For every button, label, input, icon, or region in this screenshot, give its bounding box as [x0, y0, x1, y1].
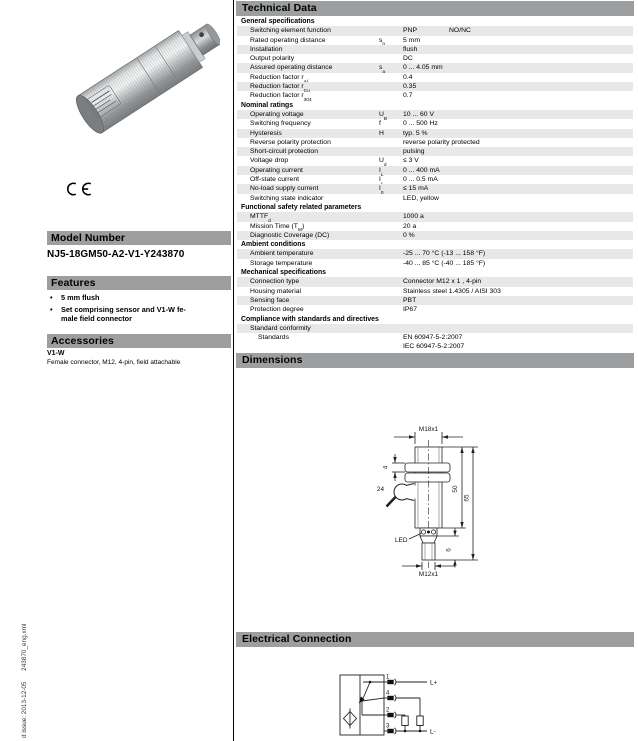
spec-label: Storage temperature	[250, 259, 313, 267]
spec-value: 0 ... 4.05 mm	[403, 64, 443, 72]
spec-value: 0 %	[403, 231, 415, 239]
spec-symbol: $s_a$	[379, 64, 386, 76]
wrench-icon	[387, 484, 417, 507]
technical-data-table	[237, 17, 633, 352]
spec-value: 0 ... 400 mA	[403, 166, 440, 174]
dim-label-24: 24	[376, 486, 384, 493]
spec-row	[237, 166, 633, 178]
side-note: d issue: 2013-12-05 243870_eng.xml	[21, 623, 28, 738]
spec-value: -25 ... 70 °C (-13 ... 158 °F)	[403, 250, 486, 258]
spec-value: ≤ 3 V	[403, 157, 419, 165]
spec-label: Assured operating distance	[250, 64, 333, 72]
spec-label: Sensing face	[250, 296, 290, 304]
pin-4-label: 4	[386, 690, 390, 697]
dim-label-m12x1: M12x1	[418, 571, 439, 578]
spec-label: Switching frequency	[250, 120, 311, 128]
spec-label: Reverse polarity protection	[250, 138, 331, 146]
spec-row	[237, 156, 633, 165]
spec-row	[237, 138, 633, 147]
pin-1-label: 1	[386, 674, 390, 681]
spec-row	[237, 296, 633, 305]
feature-item	[47, 306, 231, 324]
spec-value: PNP	[403, 27, 417, 35]
pin-2-label: 2	[386, 707, 390, 714]
spec-symbol: $U_B$	[379, 110, 388, 122]
spec-row	[237, 333, 633, 352]
spec-row	[237, 63, 633, 76]
spec-row	[237, 36, 633, 45]
spec-label: Short-circuit protection	[250, 148, 318, 156]
spec-label: Operating current	[250, 166, 303, 174]
spec-value: reverse polarity protected	[403, 138, 480, 146]
dim-label-65: 65	[463, 494, 471, 502]
spec-symbol: U	[379, 157, 384, 165]
spec-row	[237, 110, 633, 122]
spec-value: 0.7	[403, 92, 413, 100]
spec-value: 1000 a	[403, 213, 424, 221]
spec-label: Switching element function	[250, 27, 331, 35]
accessory-description: Female connector, M12, 4-pin, field attachable	[47, 359, 181, 366]
spec-symbol: $I_0$	[379, 185, 384, 197]
column-divider	[233, 0, 234, 741]
feature-item	[47, 294, 231, 303]
spec-label: Diagnostic Coverage (DC)	[250, 231, 330, 239]
spec-label: Reduction factor r	[250, 73, 304, 81]
spec-label: Output polarity	[250, 55, 295, 63]
spec-row	[237, 249, 633, 258]
spec-row	[237, 54, 633, 63]
spec-label: Mission Time (T )	[250, 222, 305, 230]
section-features: Features	[47, 276, 231, 290]
dim-label-6: 6	[445, 548, 453, 552]
spec-group-header: General specifications	[237, 17, 633, 26]
spec-label: Installation	[250, 45, 283, 53]
spec-label: Hysteresis	[250, 129, 282, 137]
spec-value: pulsing	[403, 148, 425, 156]
spec-label: Voltage drop	[250, 157, 289, 165]
led-label: LED	[395, 537, 408, 544]
spec-symbol: $I_L$	[379, 166, 384, 178]
spec-label: Off-state current	[250, 176, 299, 184]
spec-value-secondary: NO/NC	[449, 27, 471, 35]
supply-plus-label: L+	[430, 679, 438, 687]
spec-row	[237, 287, 633, 296]
spec-row	[237, 26, 633, 35]
product-photo	[52, 2, 220, 152]
spec-subheader-label: Standard conformity	[250, 324, 311, 332]
section-model-number: Model Number	[47, 231, 231, 245]
spec-label: Ambient temperature	[250, 250, 314, 258]
section-accessories: Accessories	[47, 334, 231, 348]
connection-diagram	[237, 652, 633, 741]
spec-value: 20 a	[403, 222, 417, 230]
spec-group-header: Functional safety related parameters	[237, 203, 633, 212]
spec-value: 10 ... 60 V	[403, 110, 434, 118]
spec-value: flush	[403, 45, 418, 53]
spec-row	[237, 45, 633, 54]
sensor-body	[72, 14, 220, 137]
spec-value: EN 60947-5-2:2007 IEC 60947-5-2:2007	[403, 334, 465, 351]
spec-group-header: Compliance with standards and directives	[237, 315, 633, 324]
spec-value: 5 mm	[403, 36, 420, 44]
spec-group-header: Ambient conditions	[237, 240, 633, 249]
spec-label: Rated operating distance	[250, 36, 326, 44]
spec-group-header: Nominal ratings	[237, 101, 633, 110]
spec-row	[237, 129, 633, 138]
section-dimensions: Dimensions	[236, 353, 634, 368]
spec-value: 0.35	[403, 83, 417, 91]
spec-value: IP67	[403, 306, 417, 314]
spec-value: 0.4	[403, 73, 413, 81]
spec-label: Protection degree	[250, 306, 304, 314]
spec-label: Operating voltage	[250, 110, 304, 118]
spec-value: PBT	[403, 296, 417, 304]
spec-value: DC	[403, 55, 413, 63]
spec-row	[237, 277, 633, 286]
spec-symbol: H	[379, 129, 384, 137]
dim-label-m18x1: M18x1	[418, 426, 439, 433]
spec-row	[237, 194, 633, 203]
spec-label: $MTTF_d$	[250, 213, 271, 224]
section-electrical-connection: Electrical Connection	[236, 632, 634, 647]
features-list	[47, 294, 231, 327]
supply-minus-label: L-	[430, 728, 436, 736]
spec-row	[237, 231, 633, 240]
spec-row	[237, 212, 633, 224]
section-technical-data: Technical Data	[236, 1, 634, 16]
spec-value: ≤ 15 mA	[403, 185, 429, 193]
bullet-icon: •	[50, 293, 53, 302]
spec-symbol: I	[379, 176, 381, 184]
dimension-drawing	[237, 370, 633, 610]
spec-row	[237, 91, 633, 100]
spec-value: 0 ... 500 Hz	[403, 120, 438, 128]
spec-value: Stainless steel 1.4305 / AISI 303	[403, 287, 501, 295]
circuit-dots	[359, 680, 422, 733]
spec-label: Reduction factor r	[250, 92, 304, 100]
spec-row	[237, 305, 633, 314]
bullet-icon: •	[50, 305, 53, 315]
accessory-name: V1-W	[47, 350, 65, 357]
spec-row	[237, 119, 633, 128]
spec-value: 0 ... 0.5 mA	[403, 176, 438, 184]
spec-row	[237, 73, 633, 82]
spec-group-header: Mechanical specifications	[237, 268, 633, 277]
spec-value: -40 ... 85 °C (-40 ... 185 °F)	[403, 259, 486, 267]
pin-3-label: 3	[386, 723, 390, 730]
spec-row	[237, 147, 633, 156]
spec-value: typ. 5 %	[403, 129, 428, 137]
spec-value: Connector M12 x 1 , 4-pin	[403, 278, 482, 286]
spec-row	[237, 82, 633, 94]
ce-mark-icon	[65, 182, 93, 196]
spec-label: Reduction factor $r_{Cu}$	[250, 83, 310, 94]
circuit-lines	[340, 675, 427, 735]
spec-label: Standards	[258, 334, 289, 342]
spec-value: LED, yellow	[403, 194, 439, 202]
spec-label: Housing material	[250, 287, 301, 295]
spec-row	[237, 184, 633, 197]
spec-label: Connection type	[250, 278, 300, 286]
feature-text: 5 mm flush	[61, 293, 100, 302]
spec-subheader-row	[237, 324, 633, 333]
spec-symbol: s	[379, 36, 383, 44]
feature-text: Set comprising sensor and V1-W fe- male field connector	[61, 305, 186, 324]
spec-label: No-load supply current	[250, 185, 319, 193]
dim-label-4: 4	[382, 465, 390, 470]
dim-label-50: 50	[452, 485, 459, 493]
spec-row	[237, 175, 633, 184]
spec-row	[237, 222, 633, 231]
spec-label: Switching state indicator	[250, 194, 324, 202]
model-number-value: NJ5-18GM50-A2-V1-Y243870	[47, 249, 185, 260]
spec-row	[237, 259, 633, 268]
spec-symbol: f	[379, 120, 381, 128]
